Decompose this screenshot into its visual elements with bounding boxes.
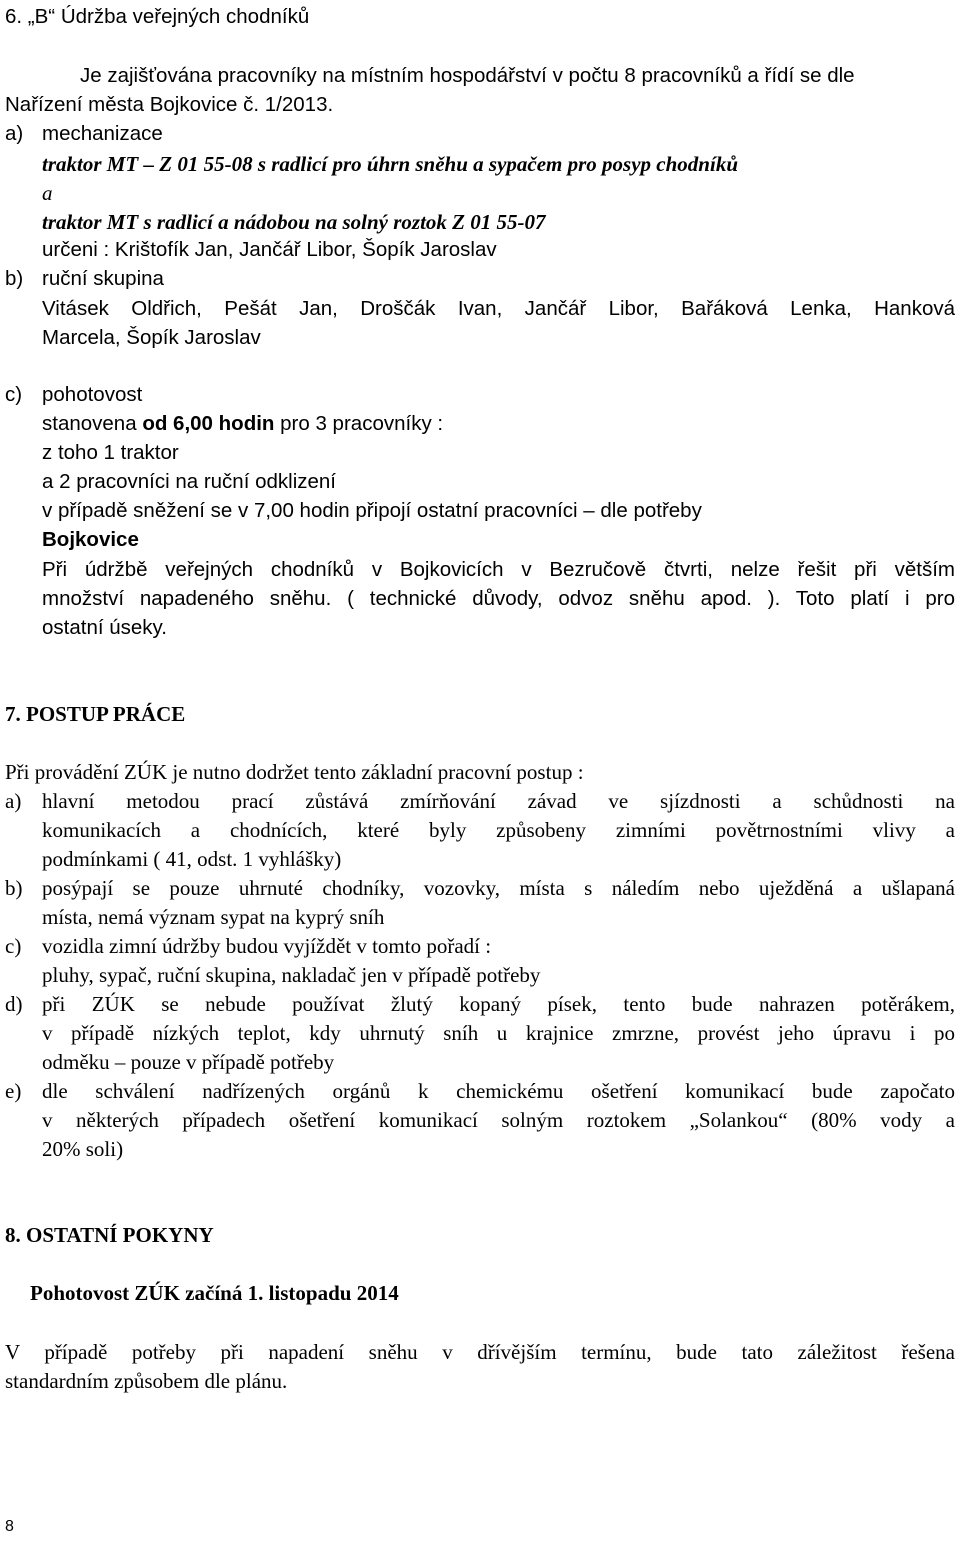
intro-line-2: Nařízení města Bojkovice č. 1/2013. [5,93,334,116]
procedure-label: e) [5,1079,22,1103]
procedure-line: pluhy, sypač, ruční skupina, nakladač jen v případě potřeby [42,963,541,987]
section-6-heading: 6. „B“ Údržba veřejných chodníků [5,5,310,28]
procedure-label: a) [5,789,22,813]
procedure-line: v případě nízkých teplot, kdy uhrnutý sníh u krajnice zmrzne, provést jeho úpravu i po [42,1021,955,1045]
standby-time: od 6,00 hodin [142,412,275,435]
section-7-heading: 7. POSTUP PRÁCE [5,702,186,726]
item-c-title: pohotovost [42,383,143,406]
procedure-line: hlavní metodou prací zůstává zmírňování závad ve sjízdnosti a schůdnosti na [42,789,955,813]
standby-pre: stanovena [42,412,137,435]
procedure-line: místa, nemá význam sypat na kyprý sníh [42,905,385,929]
procedure-label: d) [5,992,23,1016]
procedure-line: vozidla zimní údržby budou vyjíždět v tomto pořadí : [42,934,492,958]
section-8-heading: 8. OSTATNÍ POKYNY [5,1223,214,1247]
tractor-1: traktor MT – Z 01 55-08 s radlicí pro úhrn sněhu a sypačem pro posyp chodníků [42,152,738,176]
standby-line-3: a 2 pracovníci na ruční odklizení [42,470,336,493]
item-c-label: c) [5,383,23,406]
workers-line-2: Marcela, Šopík Jaroslav [42,326,261,349]
assigned-drivers: určeni : Krištofík Jan, Jančář Libor, Šopík Jaroslav [42,238,497,261]
item-b-label: b) [5,267,24,290]
procedure-line: posýpají se pouze uhrnuté chodníky, vozovky, místa s náledím nebo uježděná a ušlapaná [42,876,955,900]
note-line-2: množství napadeného sněhu. ( technické důvody, odvoz sněhu apod. ). Toto platí i pro [42,587,955,610]
note-line-1: Při údržbě veřejných chodníků v Bojkovicích v Bezručově čtvrti, nelze řešit při větším [42,558,955,581]
standby-line-4: v případě sněžení se v 7,00 hodin připojí ostatní pracovníci – dle potřeby [42,499,702,522]
procedure-line: podmínkami ( 41, odst. 1 vyhlášky) [42,847,342,871]
town-heading: Bojkovice [42,528,139,551]
standby-start: Pohotovost ZÚK začíná 1. listopadu 2014 [30,1281,399,1305]
note-line-3: ostatní úseky. [42,616,167,639]
procedure-line: odměku – pouze v případě potřeby [42,1050,335,1074]
section-8-text-2: standardním způsobem dle plánu. [5,1369,288,1393]
procedure-label: b) [5,876,23,900]
procedure-line: komunikacích a chodnících, které byly způsobeny zimními povětrnostními vlivy a [42,818,955,842]
standby-post: pro 3 pracovníky : [280,412,444,435]
procedure-label: c) [5,934,22,958]
item-a-label: a) [5,122,24,145]
and-connector: a [42,181,53,205]
procedure-line: 20% soli) [42,1137,124,1161]
item-a-title: mechanizace [42,122,163,145]
section-7-intro: Při provádění ZÚK je nutno dodržet tento základní pracovní postup : [5,760,584,784]
page-number: 8 [5,1518,14,1535]
procedure-line: při ZÚK se nebude používat žlutý kopaný písek, tento bude nahrazen potěrákem, [42,992,955,1016]
procedure-line: dle schválení nadřízených orgánů k chemickému ošetření komunikací bude započato [42,1079,955,1103]
standby-line-1 [42,414,443,435]
intro-line-1: Je zajišťována pracovníky na místním hospodářství v počtu 8 pracovníků a řídí se dle [80,64,855,87]
standby-line-2: z toho 1 traktor [42,441,179,464]
tractor-2: traktor MT s radlicí a nádobou na solný roztok Z 01 55-07 [42,210,546,234]
workers-line-1: Vitásek Oldřich, Pešát Jan, Droščák Ivan, Jančář Libor, Bařáková Lenka, Hanková [42,297,955,320]
section-8-text-1: V případě potřeby při napadení sněhu v dřívějším termínu, bude tato záležitost řešena [5,1340,955,1364]
item-b-title: ruční skupina [42,267,164,290]
procedure-line: v některých případech ošetření komunikací solným roztokem „Solankou“ (80% vody a [42,1108,955,1132]
